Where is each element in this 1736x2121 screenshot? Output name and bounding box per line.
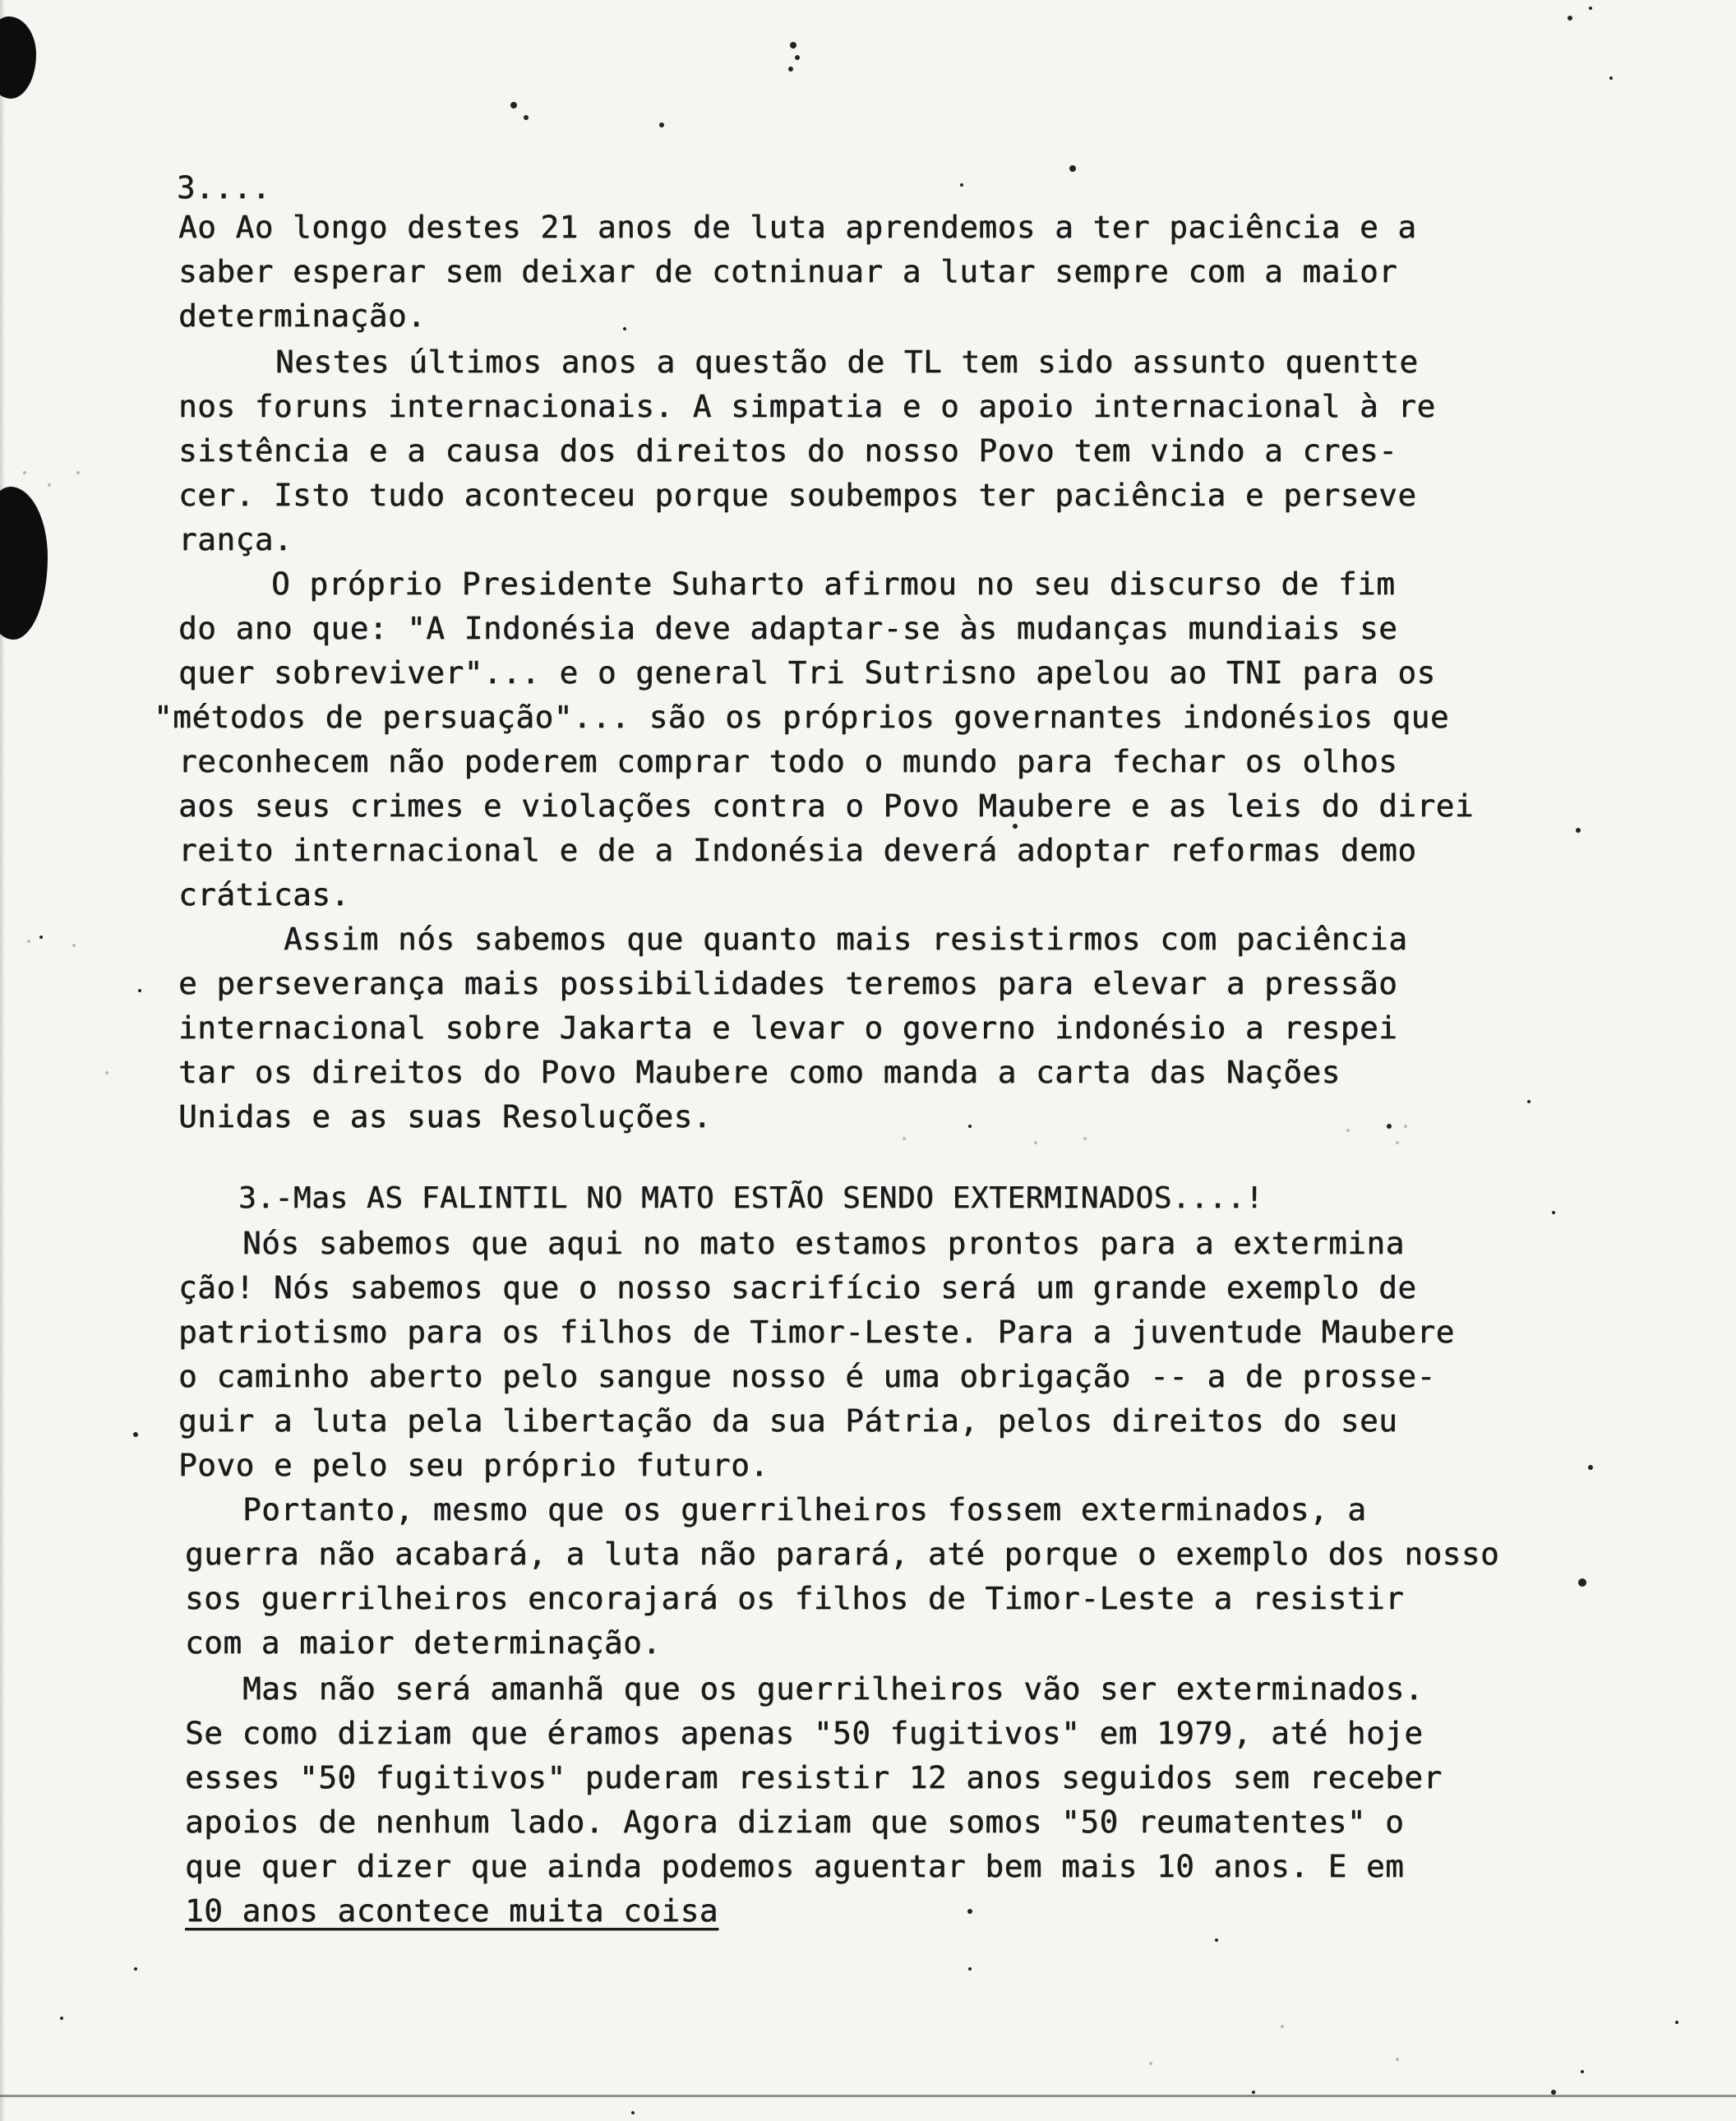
paragraph-2-line-4: cer. Isto tudo aconteceu porque soubempos ter paciência e perseve [178,477,1417,513]
paragraph-1-line-3: determinação. [178,298,427,334]
paragraph-4-line-2: e perseverança mais possibilidades teremos para elevar a pressão [178,965,1398,1001]
page-number: 3.... [177,170,271,206]
paragraph-4-line-1: Assim nós sabemos que quanto mais resistirmos com paciência [284,921,1408,957]
paragraph-3-line-6: aos seus crimes e violações contra o Povo Maubere e as leis do direi [178,788,1475,824]
paragraph-4-line-5: Unidas e as suas Resoluções. [178,1098,712,1134]
paragraph-2-line-3: sistência e a causa dos direitos do nosso Povo tem vindo a cres- [178,432,1398,469]
paragraph-1-line-1: Ao Ao longo destes 21 anos de luta aprendemos a ter paciência e a [178,209,1417,245]
paragraph-3-line-5: reconhecem não poderem comprar todo o mundo para fechar os olhos [178,743,1398,779]
page-edge-shadow [0,0,5,2121]
paragraph-6-line-3: sos guerrilheiros encorajará os filhos de Timor-Leste a resistir [185,1580,1405,1616]
paragraph-2-line-2: nos foruns internacionais. A simpatia e o apoio internacional à re [178,388,1436,424]
paragraph-6-line-4: com a maior determinação. [185,1624,662,1661]
paragraph-3-line-4: "métodos de persuação"... são os próprios governantes indonésios que [154,699,1450,735]
paragraph-3-line-3: quer sobreviver"... e o general Tri Sutrisno apelou ao TNI para os [178,654,1436,691]
paragraph-7-line-5: que quer dizer que ainda podemos aguentar bem mais 10 anos. E em [185,1848,1405,1884]
punch-hole-middle [0,487,48,640]
paragraph-3-line-7: reito internacional e de a Indonésia deverá adoptar reformas demo [178,832,1417,868]
paragraph-5-line-4: o caminho aberto pelo sangue nosso é uma obrigação -- a de prosse- [178,1358,1436,1394]
punch-hole-top [0,16,36,99]
paragraph-5-line-6: Povo e pelo seu próprio futuro. [178,1447,769,1483]
paragraph-3-line-2: do ano que: "A Indonésia deve adaptar-se às mudanças mundiais se [178,610,1398,646]
paragraph-2-line-1: Nestes últimos anos a questão de TL tem sido assunto quentte [275,344,1419,380]
paragraph-1-line-2: saber esperar sem deixar de cotninuar a lutar sempre com a maior [178,253,1398,289]
bottom-edge-line [0,2095,1736,2097]
paragraph-3-line-1: O próprio Presidente Suharto afirmou no seu discurso de fim [271,566,1396,602]
paragraph-7-line-4: apoios de nenhum lado. Agora diziam que somos "50 reumatentes" o [185,1804,1405,1840]
paragraph-4-line-3: internacional sobre Jakarta e levar o governo indonésio a respei [178,1010,1398,1046]
section-heading: 3.-Mas AS FALINTIL NO MATO ESTÃO SENDO EXTERMINADOS....! [238,1181,1264,1215]
paragraph-5-line-5: guir a luta pela libertação da sua Pátria, pelos direitos do seu [178,1402,1398,1439]
paragraph-3-line-8: cráticas. [178,876,350,913]
paragraph-5-line-3: patriotismo para os filhos de Timor-Leste. Para a juventude Maubere [178,1314,1455,1350]
paragraph-7-line-1: Mas não será amanhã que os guerrilheiros vão ser exterminados. [242,1670,1424,1707]
paragraph-6-line-1: Portanto, mesmo que os guerrilheiros fossem exterminados, a [242,1491,1367,1527]
paragraph-6-line-2: guerra não acabará, a luta não parará, até porque o exemplo dos nosso [185,1536,1500,1572]
paragraph-7-line-2: Se como diziam que éramos apenas "50 fugitivos" em 1979, até hoje [185,1715,1424,1751]
paragraph-7-line-3: esses "50 fugitivos" puderam resistir 12 anos seguidos sem receber [185,1759,1443,1795]
paragraph-5-line-1: Nós sabemos que aqui no mato estamos prontos para a extermina [242,1225,1405,1261]
paragraph-4-line-4: tar os direitos do Povo Maubere como manda a carta das Nações [178,1054,1341,1090]
paragraph-2-line-5: rança. [178,521,293,557]
paragraph-7-line-6: 10 anos acontece muita coisa [185,1892,718,1929]
paragraph-5-line-2: ção! Nós sabemos que o nosso sacrifício será um grande exemplo de [178,1269,1417,1305]
